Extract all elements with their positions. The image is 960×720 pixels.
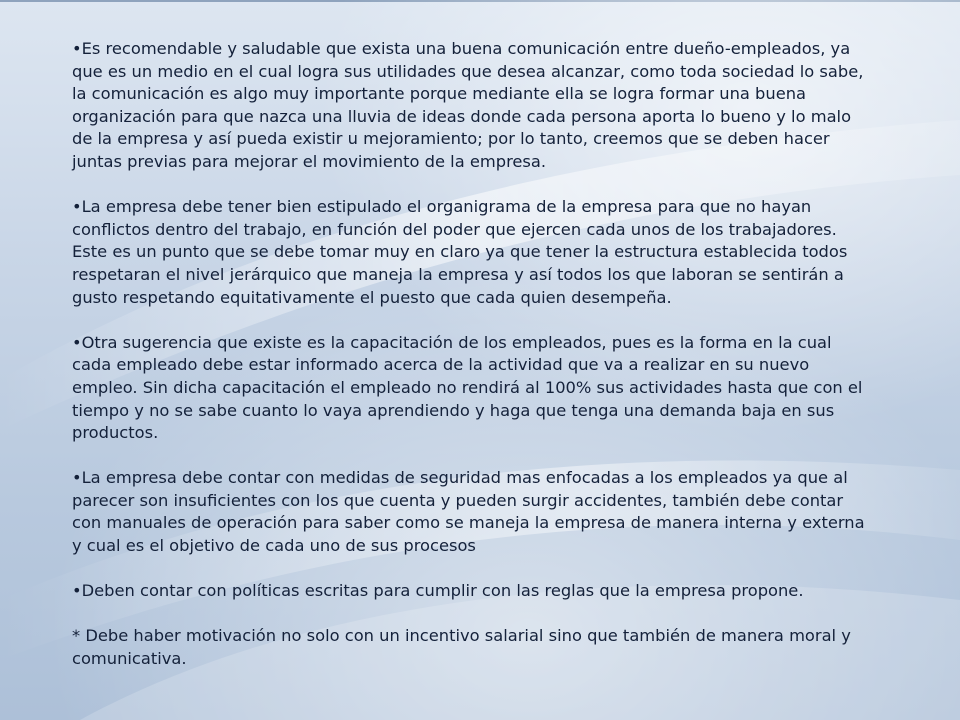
paragraph-communication: •Es recomendable y saludable que exista una buena comunicación entre dueño-empleados, ya que es un medio en el cual logra sus utilidades que desea alcanzar, como toda sociedad lo sabe, la comunicación es algo muy importante porque mediante ella se logra formar una buena organización para que nazca una lluvia de ideas donde cada persona aporta lo bueno y lo malo de la empresa y así pueda existir u mejoramiento; por lo tanto, creemos que se deben hacer juntas previas para mejorar el movimiento de la empresa. bbox=[72, 39, 864, 171]
paragraph-safety: •La empresa debe contar con medidas de seguridad mas enfocadas a los empleados ya que al parecer son insuficientes con los que cuenta y pueden surgir accidentes, también debe contar con manuales de operación para saber como se maneja la empresa de manera interna y externa y cual es el objetivo de cada uno de sus procesos bbox=[72, 468, 865, 556]
paragraph-policies: •Deben contar con políticas escritas para cumplir con las reglas que la empresa propone. bbox=[72, 581, 804, 601]
paragraph-training: •Otra sugerencia que existe es la capacitación de los empleados, pues es la forma en la cual cada empleado debe estar informado acerca de la actividad que va a realizar en su nuevo empleo. Sin dicha capacitación el empleado no rendirá al 100% sus actividades hasta que con el tiempo y no se sabe cuanto lo vaya aprendiendo y haga que tenga una demanda baja en sus productos. bbox=[72, 332, 863, 443]
paragraph-motivation: * Debe haber motivación no solo con un incentivo salarial sino que también de manera moral y comunicativa. bbox=[72, 626, 851, 669]
text-body bbox=[72, 38, 872, 671]
paragraph-organigram: •La empresa debe tener bien estipulado el organigrama de la empresa para que no hayan conflictos dentro del trabajo, en función del poder que ejercen cada unos de los trabajadores. Este es un punto que se debe tomar muy en claro ya que tener la estructura establecida todos respetaran el nivel jerárquico que maneja la empresa y así todos los que laboran se sentirán a gusto respetando equitativamente el puesto que cada quien desempeña. bbox=[72, 197, 848, 307]
